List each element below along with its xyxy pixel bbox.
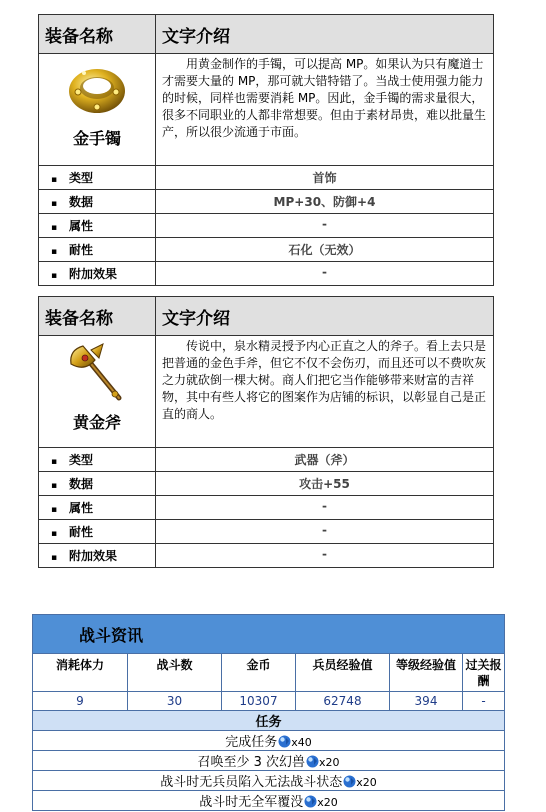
bullet: ▪	[50, 247, 58, 257]
attr-value: -	[156, 520, 494, 544]
attr-row-property	[39, 214, 494, 238]
bullet: ▪	[50, 175, 58, 185]
attr-row-extra-effect	[39, 262, 494, 286]
bullet: ▪	[50, 271, 58, 281]
attr-label: 类型	[69, 171, 94, 185]
gold-bracelet-icon	[65, 60, 129, 120]
value-clear-reward: -	[463, 692, 505, 711]
attr-label: 附加效果	[69, 267, 118, 281]
mission-row	[33, 771, 505, 791]
mission-row	[33, 751, 505, 771]
bullet: ▪	[50, 505, 58, 515]
attr-label: 属性	[69, 219, 94, 233]
value-stamina: 9	[33, 692, 128, 711]
item-name: 金手镯	[72, 129, 121, 148]
attr-row-type	[39, 166, 494, 190]
golden-axe-icon	[65, 342, 129, 404]
attr-row-type	[39, 448, 494, 472]
attr-row-resistance	[39, 238, 494, 262]
col-header-gold: 金币	[222, 654, 296, 692]
attr-label: 耐性	[69, 243, 94, 257]
bullet: ▪	[50, 223, 58, 233]
attr-value: -	[156, 262, 494, 286]
blue-gem-icon	[278, 735, 291, 748]
mission-count: x20	[317, 796, 338, 809]
attr-value: 武器（斧）	[156, 448, 494, 472]
attr-row-data	[39, 190, 494, 214]
attr-value: -	[156, 496, 494, 520]
attr-value: 石化（无效）	[156, 238, 494, 262]
mission-text: 战斗时无兵员陷入无法战斗状态	[160, 775, 343, 790]
mission-text: 完成任务	[225, 735, 278, 750]
missions-header: 任务	[33, 711, 505, 731]
header-equipment-name: 装备名称	[39, 15, 156, 54]
col-header-level-exp: 等级经验值	[390, 654, 463, 692]
col-header-soldier-exp: 兵员经验值	[296, 654, 390, 692]
bullet: ▪	[50, 457, 58, 467]
col-header-stamina: 消耗体力	[33, 654, 128, 692]
blue-gem-icon	[304, 795, 317, 808]
mission-count: x20	[356, 776, 377, 789]
mission-row	[33, 731, 505, 751]
col-header-clear-reward: 过关报酬	[463, 654, 505, 692]
item-image-cell	[39, 336, 156, 448]
battle-info-title: 战斗资讯	[33, 615, 505, 654]
header-description: 文字介绍	[156, 15, 494, 54]
header-description: 文字介绍	[156, 297, 494, 336]
attr-label: 数据	[69, 195, 94, 209]
equipment-table-bracelet	[38, 14, 494, 286]
attr-label: 耐性	[69, 525, 94, 539]
blue-gem-icon	[306, 755, 319, 768]
attr-label: 附加效果	[69, 549, 118, 563]
attr-value: 首饰	[156, 166, 494, 190]
battle-info-table	[32, 614, 504, 811]
bullet: ▪	[50, 199, 58, 209]
attr-row-resistance	[39, 520, 494, 544]
attr-label: 属性	[69, 501, 94, 515]
mission-count: x20	[319, 756, 340, 769]
item-image-cell	[39, 54, 156, 166]
attr-value: -	[156, 544, 494, 568]
value-level-exp: 394	[390, 692, 463, 711]
header-equipment-name: 装备名称	[39, 297, 156, 336]
value-soldier-exp: 62748	[296, 692, 390, 711]
mission-text: 召唤至少 3 次幻兽	[197, 755, 306, 770]
attr-value: -	[156, 214, 494, 238]
attr-label: 类型	[69, 453, 94, 467]
item-name: 黄金斧	[72, 413, 121, 432]
attr-value: 攻击+55	[156, 472, 494, 496]
attr-row-property	[39, 496, 494, 520]
value-gold: 10307	[222, 692, 296, 711]
item-description: 用黄金制作的手镯，可以提高 MP。如果认为只有魔道士才需要大量的 MP，那可就大错特错了。当战士使用强力能力的时候，同样也需要消耗 MP。因此，金手镯的需求量很大，很多不同职业的人都非常想要。但由于素材昂贵，难以批量生产，所以很少流通于市面。	[156, 54, 494, 166]
item-description: 传说中，泉水精灵授予内心正直之人的斧子。看上去只是把普通的金色手斧，但它不仅不会伤刃，而且还可以不费吹灰之力就砍倒一棵大树。商人们把它当作能够带来财富的吉祥物，其中有些人将它的图案作为店铺的标识，以彰显自己是正直的商人。	[156, 336, 494, 448]
mission-row	[33, 791, 505, 811]
attr-row-extra-effect	[39, 544, 494, 568]
col-header-battles: 战斗数	[128, 654, 222, 692]
bullet: ▪	[50, 553, 58, 563]
mission-count: x40	[291, 736, 312, 749]
bullet: ▪	[50, 481, 58, 491]
attr-label: 数据	[69, 477, 94, 491]
attr-row-data	[39, 472, 494, 496]
mission-text: 战斗时无全军覆没	[199, 795, 304, 810]
blue-gem-icon	[343, 775, 356, 788]
equipment-table-axe	[38, 296, 494, 568]
value-battles: 30	[128, 692, 222, 711]
attr-value: MP+30、防御+4	[156, 190, 494, 214]
bullet: ▪	[50, 529, 58, 539]
